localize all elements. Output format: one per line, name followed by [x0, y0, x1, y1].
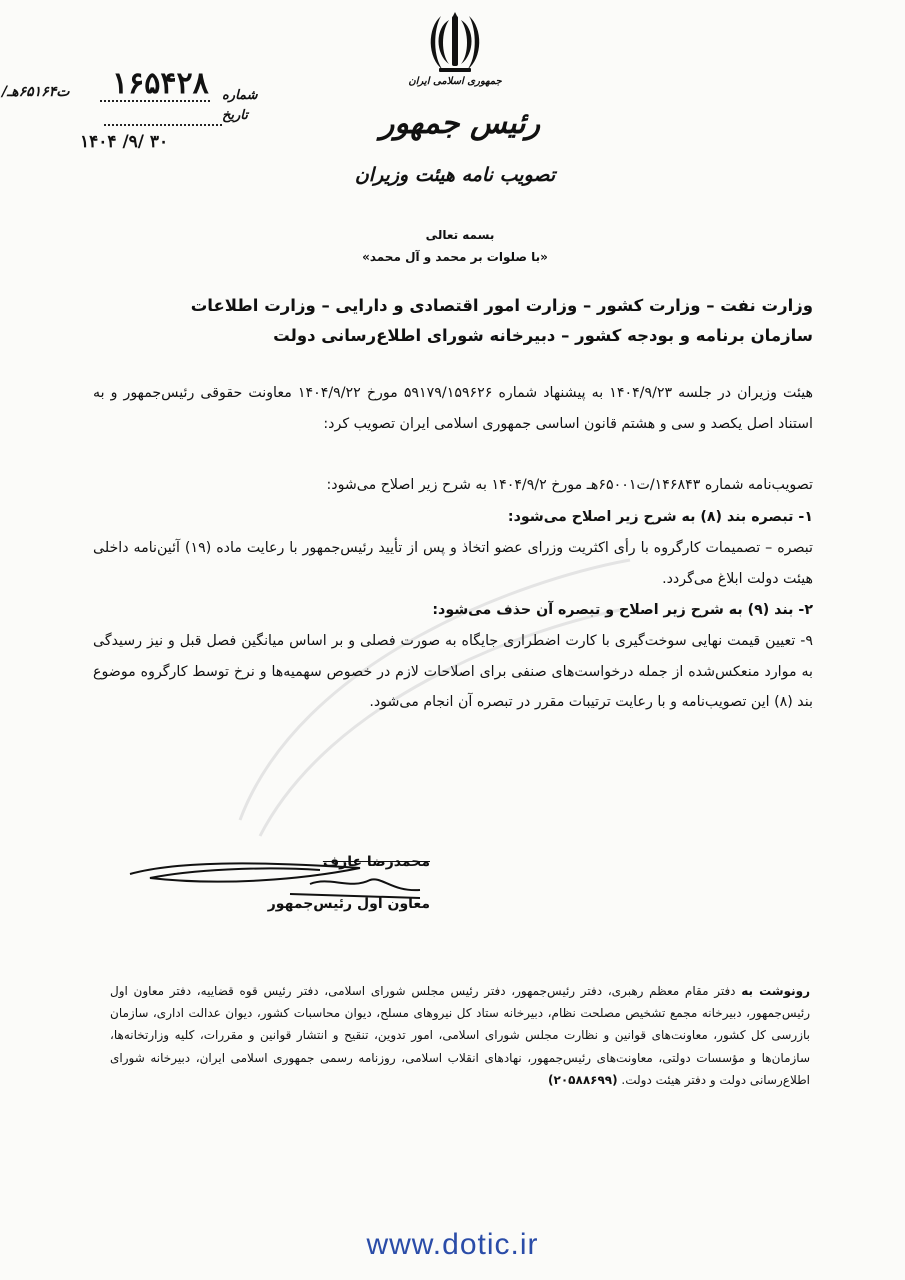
- salawat: «با صلوات بر محمد و آل محمد»: [362, 250, 548, 264]
- letter-date-label: تاریخ: [222, 108, 248, 123]
- copies-code: (۲۰۵۸۸۶۹۹): [548, 1072, 618, 1087]
- recipients-line-1: وزارت نفت – وزارت کشور – وزارت امور اقتصادی و دارایی – وزارت اطلاعات: [190, 296, 813, 315]
- letter-number: [0, 66, 258, 106]
- recipients-line-2: سازمان برنامه و بودجه کشور – دبیرخانه شورای اطلاع‌رسانی دولت: [273, 326, 813, 345]
- signatory-title: معاون اول رئیس‌جمهور: [267, 896, 430, 912]
- letter-date: [80, 108, 250, 158]
- approval-title: تصویب نامه هیئت وزیران: [354, 164, 556, 186]
- body-item-1-text: تبصره – تصمیمات کارگروه با رأی اکثریت وزرای عضو اتخاذ و پس از تأیید رئیس‌جمهور با رعایت ماده (۱۹) آئین‌نامه داخلی هیئت دولت ابلاغ می‌گردد.: [93, 540, 813, 587]
- body-item-2-text: ۹- تعیین قیمت نهایی سوخت‌گیری با کارت اضطراری جایگاه به صورت فصلی و بر اساس میانگین فصل قبل و نیز رسیدگی به موارد منعکس‌شده از جمله درخواست‌های صنفی برای اصلاحات لازم در خصوص سهمیه‌ها و نرخ توسط کارگروه موضوع بند (۸) این تصویب‌نامه و با رعایت ترتیبات مقرر در تبصره آن انجام می‌شود.: [93, 633, 813, 710]
- president-title: رئیس جمهور: [379, 106, 541, 141]
- signature-block: [120, 850, 430, 930]
- letter-number-value: ۱۶۵۴۲۸: [112, 66, 209, 101]
- copies-list: [110, 980, 810, 1091]
- copies-text: دفتر مقام معظم رهبری، دفتر رئیس‌جمهور، دفتر رئیس مجلس شورای اسلامی، دفتر رئیس قوه قضاییه، دفتر معاون اول رئیس‌جمهور، دبیرخانه مجمع تشخیص مصلحت نظام، دبیرخانه ستاد کل نیروهای مسلح، دیوان محاسبات کشور، دیوان عدالت اداری، سازمان بازرسی کل کشور، معاونت‌های قوانین و نظارت مجلس شورای اسلامی، امور تدوین، تنقیح و انتشار قوانین و مقررات، کلیه وزارتخانه‌ها، سازمان‌ها و مؤسسات دولتی، معاونت‌های رئیس‌جمهور، نهادهای انقلاب اسلامی، روزنامه رسمی جمهوری اسلامی ایران، دبیرخانه شورای اطلاع‌رسانی دولت و دفتر هیئت دولت.: [110, 984, 810, 1087]
- letter-date-value: ۱۴۰۴ /۹/ ۳۰: [80, 132, 169, 152]
- footer-url: www.dotic.ir: [366, 1228, 539, 1261]
- body-paragraph-2: تصویب‌نامه شماره ۱۴۶۸۴۳/ت۶۵۰۰۱هـ مورخ ۱۴۰۴/۹/۲ به شرح زیر اصلاح می‌شود:: [326, 477, 813, 493]
- body-item-2-heading: ۲- بند (۹) به شرح زیر اصلاح و تبصره آن حذف می‌شود:: [432, 602, 813, 618]
- body-paragraph-1: هیئت وزیران در جلسه ۱۴۰۴/۹/۲۳ به پیشنهاد شماره ۵۹۱۷۹/۱۵۹۶۲۶ مورخ ۱۴۰۴/۹/۲۲ معاونت حقوقی رئیس‌جمهور و به استناد اصل یکصد و سی و هشتم قانون اساسی جمهوری اسلامی ایران تصویب کرد:: [93, 385, 813, 432]
- republic-title: جمهوری اسلامی ایران: [408, 76, 502, 87]
- body-item-1-heading: ۱- تبصره بند (۸) به شرح زیر اصلاح می‌شود:: [507, 509, 813, 525]
- iran-emblem-icon: [425, 10, 485, 76]
- letter-number-label: شماره: [222, 88, 258, 103]
- letter-number-suffix: /ت۶۵۱۶۴هـ: [2, 84, 70, 100]
- basmala: بسمه تعالی: [425, 228, 495, 242]
- copies-lead: رونوشت به: [741, 984, 810, 998]
- signatory-name: محمدرضا عارف: [322, 854, 430, 870]
